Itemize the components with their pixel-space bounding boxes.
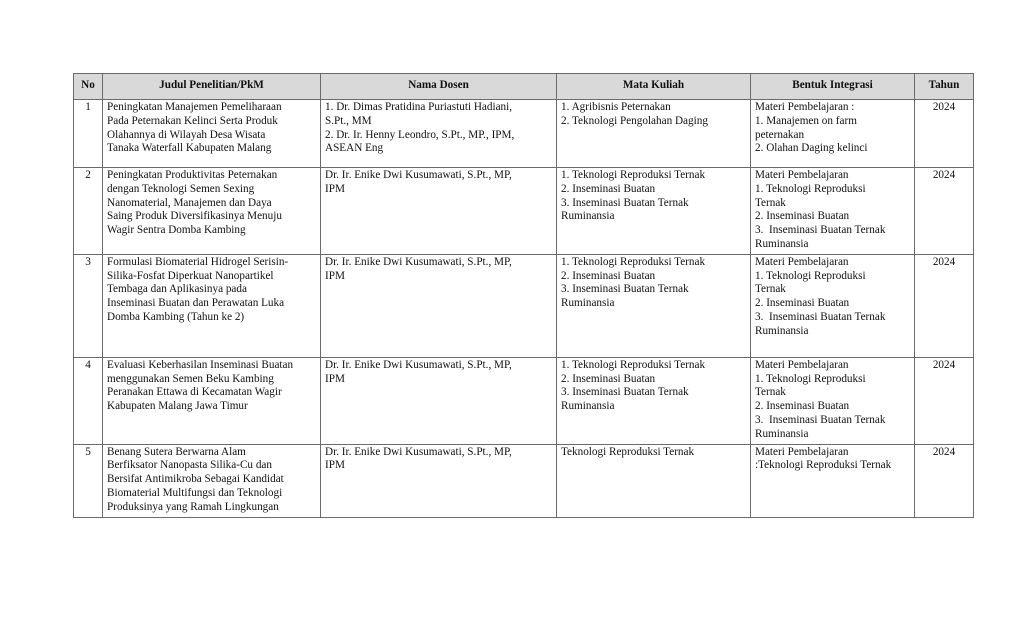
research-integration-table bbox=[73, 73, 974, 518]
cell-bentuk-integrasi bbox=[751, 100, 915, 168]
cell-bentuk-integrasi-line: :Teknologi Reproduksi Ternak bbox=[755, 459, 892, 472]
cell-bentuk-integrasi-line: Materi Pembelajaran : bbox=[755, 101, 855, 113]
cell-judul-line: Peningkatan Manajemen Pemeliharaan bbox=[107, 101, 282, 113]
cell-judul-line: Benang Sutera Berwarna Alam bbox=[107, 445, 246, 458]
cell-judul-line: Pada Peternakan Kelinci Serta Produk bbox=[107, 114, 278, 127]
cell-mata-kuliah-line: Teknologi Reproduksi Ternak bbox=[561, 445, 695, 458]
table-row bbox=[74, 254, 974, 357]
cell-judul-line: Silika-Fosfat Diperkuat Nanopartikel bbox=[107, 269, 274, 282]
cell-judul-line: Inseminasi Buatan dan Perawatan Luka bbox=[107, 297, 285, 310]
cell-bentuk-integrasi-line: Materi Pembelajaran bbox=[755, 445, 849, 458]
cell-mata-kuliah-line: 3. Inseminasi Buatan Ternak bbox=[561, 196, 689, 209]
cell-tahun: 2024 bbox=[915, 444, 974, 517]
cell-nama-dosen bbox=[321, 254, 557, 357]
cell-bentuk-integrasi-line: 2. Inseminasi Buatan bbox=[755, 210, 850, 223]
cell-judul bbox=[103, 168, 321, 255]
cell-mata-kuliah-line: 1. Teknologi Reproduksi Ternak bbox=[561, 358, 706, 371]
cell-judul-line: Peranakan Ettawa di Kecamatan Wagir bbox=[107, 386, 282, 399]
header-judul: Judul Penelitian/PkM bbox=[103, 74, 321, 100]
cell-nama-dosen-line: Dr. Ir. Enike Dwi Kusumawati, S.Pt., MP, bbox=[325, 169, 512, 181]
cell-mata-kuliah bbox=[557, 100, 751, 168]
cell-bentuk-integrasi-line: Ternak bbox=[755, 386, 786, 399]
cell-judul-line: Formulasi Biomaterial Hidrogel Serisin- bbox=[107, 255, 289, 268]
table-row bbox=[74, 357, 974, 444]
header-no: No bbox=[74, 74, 103, 100]
cell-mata-kuliah-line: 2. Teknologi Pengolahan Daging bbox=[561, 114, 708, 127]
cell-bentuk-integrasi bbox=[751, 444, 915, 517]
cell-nama-dosen-line: S.Pt., MM bbox=[325, 114, 372, 127]
cell-nama-dosen bbox=[321, 100, 557, 168]
cell-tahun: 2024 bbox=[915, 168, 974, 255]
cell-bentuk-integrasi-line: 2. Inseminasi Buatan bbox=[755, 400, 850, 413]
header-mata-kuliah: Mata Kuliah bbox=[557, 74, 751, 100]
cell-nama-dosen-line: Dr. Ir. Enike Dwi Kusumawati, S.Pt., MP, bbox=[325, 255, 512, 268]
cell-judul-line: Nanomaterial, Manajemen dan Daya bbox=[107, 196, 272, 209]
table-row bbox=[74, 100, 974, 168]
cell-judul-line: Peningkatan Produktivitas Peternakan bbox=[107, 169, 278, 181]
cell-no: 2 bbox=[74, 168, 103, 255]
cell-judul-line: dengan Teknologi Semen Sexing bbox=[107, 182, 255, 195]
cell-bentuk-integrasi-line: 1. Manajemen on farm bbox=[755, 114, 857, 127]
cell-no: 5 bbox=[74, 444, 103, 517]
cell-bentuk-integrasi-line: 1. Teknologi Reproduksi bbox=[755, 182, 866, 195]
cell-mata-kuliah-line: 3. Inseminasi Buatan Ternak bbox=[561, 283, 689, 296]
cell-tahun: 2024 bbox=[915, 357, 974, 444]
cell-judul-line: Saing Produk Diversifikasinya Menuju bbox=[107, 210, 282, 223]
cell-nama-dosen-line: ASEAN Eng bbox=[325, 142, 384, 155]
header-tahun: Tahun bbox=[915, 74, 974, 100]
cell-judul-line: Domba Kambing (Tahun ke 2) bbox=[107, 310, 245, 323]
cell-judul bbox=[103, 254, 321, 357]
cell-mata-kuliah-line: 1. Teknologi Reproduksi Ternak bbox=[561, 255, 706, 268]
cell-judul bbox=[103, 444, 321, 517]
cell-bentuk-integrasi-line: 3. Inseminasi Buatan Ternak bbox=[755, 310, 886, 323]
cell-mata-kuliah-line: Ruminansia bbox=[561, 400, 615, 413]
cell-nama-dosen-line: IPM bbox=[325, 372, 345, 385]
cell-mata-kuliah-line: Ruminansia bbox=[561, 297, 615, 310]
cell-bentuk-integrasi-line: Materi Pembelajaran bbox=[755, 169, 849, 181]
cell-judul-line: menggunakan Semen Beku Kambing bbox=[107, 372, 274, 385]
cell-bentuk-integrasi-line: Ruminansia bbox=[755, 324, 809, 337]
cell-nama-dosen-line: Dr. Ir. Enike Dwi Kusumawati, S.Pt., MP, bbox=[325, 445, 512, 458]
cell-bentuk-integrasi-line: 3. Inseminasi Buatan Ternak bbox=[755, 413, 886, 426]
cell-bentuk-integrasi-line: Ternak bbox=[755, 196, 786, 209]
cell-bentuk-integrasi-line: Ruminansia bbox=[755, 427, 809, 440]
cell-bentuk-integrasi bbox=[751, 357, 915, 444]
cell-bentuk-integrasi bbox=[751, 168, 915, 255]
cell-mata-kuliah bbox=[557, 254, 751, 357]
cell-bentuk-integrasi bbox=[751, 254, 915, 357]
cell-judul-line: Biomaterial Multifungsi dan Teknologi bbox=[107, 486, 283, 499]
cell-judul-line: Bersifat Antimikroba Sebagai Kandidat bbox=[107, 473, 284, 486]
cell-bentuk-integrasi-line: Ruminansia bbox=[755, 237, 809, 250]
cell-tahun: 2024 bbox=[915, 100, 974, 168]
cell-judul-line: Olahannya di Wilayah Desa Wisata bbox=[107, 128, 266, 141]
cell-mata-kuliah bbox=[557, 168, 751, 255]
cell-no: 1 bbox=[74, 100, 103, 168]
cell-no: 4 bbox=[74, 357, 103, 444]
cell-bentuk-integrasi-line: 2. Olahan Daging kelinci bbox=[755, 142, 868, 155]
cell-judul bbox=[103, 357, 321, 444]
cell-mata-kuliah bbox=[557, 444, 751, 517]
cell-bentuk-integrasi-line: 3. Inseminasi Buatan Ternak bbox=[755, 224, 886, 237]
cell-bentuk-integrasi-line: Materi Pembelajaran bbox=[755, 358, 849, 371]
header-bentuk-integrasi: Bentuk Integrasi bbox=[751, 74, 915, 100]
cell-mata-kuliah-line: Ruminansia bbox=[561, 210, 615, 223]
cell-tahun: 2024 bbox=[915, 254, 974, 357]
cell-mata-kuliah-line: 2. Inseminasi Buatan bbox=[561, 372, 656, 385]
cell-bentuk-integrasi-line: peternakan bbox=[755, 128, 805, 141]
cell-nama-dosen-line: 2. Dr. Ir. Henny Leondro, S.Pt., MP., IPM, bbox=[325, 128, 515, 141]
cell-judul-line: Wagir Sentra Domba Kambing bbox=[107, 224, 246, 237]
header-row bbox=[74, 74, 974, 100]
cell-nama-dosen bbox=[321, 444, 557, 517]
cell-bentuk-integrasi-line: Ternak bbox=[755, 283, 786, 296]
cell-judul-line: Produksinya yang Ramah Lingkungan bbox=[107, 500, 279, 513]
table-row bbox=[74, 168, 974, 255]
cell-nama-dosen-line: IPM bbox=[325, 182, 345, 195]
cell-mata-kuliah-line: 2. Inseminasi Buatan bbox=[561, 269, 656, 282]
cell-nama-dosen-line: IPM bbox=[325, 269, 345, 282]
cell-nama-dosen bbox=[321, 168, 557, 255]
cell-nama-dosen-line: 1. Dr. Dimas Pratidina Puriastuti Hadiani, bbox=[325, 101, 513, 113]
cell-judul-line: Tembaga dan Aplikasinya pada bbox=[107, 283, 247, 296]
cell-nama-dosen bbox=[321, 357, 557, 444]
cell-bentuk-integrasi-line: Materi Pembelajaran bbox=[755, 255, 849, 268]
cell-judul-line: Tanaka Waterfall Kabupaten Malang bbox=[107, 142, 272, 155]
cell-bentuk-integrasi-line: 1. Teknologi Reproduksi bbox=[755, 269, 866, 282]
cell-nama-dosen-line: IPM bbox=[325, 459, 345, 472]
table-row bbox=[74, 444, 974, 517]
cell-mata-kuliah-line: 3. Inseminasi Buatan Ternak bbox=[561, 386, 689, 399]
cell-mata-kuliah bbox=[557, 357, 751, 444]
cell-no: 3 bbox=[74, 254, 103, 357]
cell-nama-dosen-line: Dr. Ir. Enike Dwi Kusumawati, S.Pt., MP, bbox=[325, 358, 512, 371]
cell-bentuk-integrasi-line: 2. Inseminasi Buatan bbox=[755, 297, 850, 310]
cell-mata-kuliah-line: 1. Agribisnis Peternakan bbox=[561, 101, 671, 113]
cell-bentuk-integrasi-line: 1. Teknologi Reproduksi bbox=[755, 372, 866, 385]
header-nama-dosen: Nama Dosen bbox=[321, 74, 557, 100]
cell-judul bbox=[103, 100, 321, 168]
cell-mata-kuliah-line: 1. Teknologi Reproduksi Ternak bbox=[561, 169, 706, 181]
cell-judul-line: Kabupaten Malang Jawa Timur bbox=[107, 400, 248, 413]
cell-judul-line: Evaluasi Keberhasilan Inseminasi Buatan bbox=[107, 358, 294, 371]
cell-judul-line: Berfiksator Nanopasta Silika-Cu dan bbox=[107, 459, 272, 472]
cell-mata-kuliah-line: 2. Inseminasi Buatan bbox=[561, 182, 656, 195]
